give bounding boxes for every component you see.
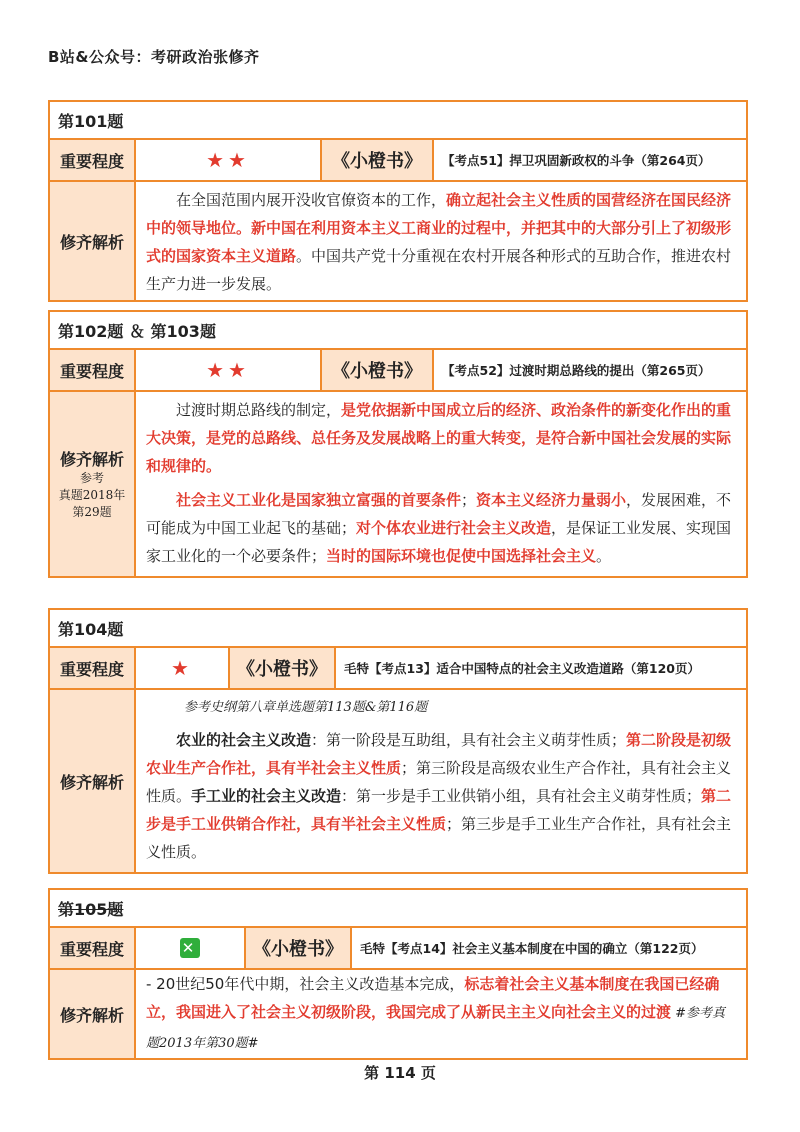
text: 过渡时期总路线的制定， [176, 401, 342, 419]
importance-row [50, 350, 746, 392]
question-title-text: 第105题 [58, 899, 124, 919]
key-term: 手工业的社会主义改造 [191, 787, 342, 805]
question-title [50, 890, 746, 928]
text: 。中国共产党十分重视在农村开展各种形式的互助合作，推进农村生产力进一步发展。 [146, 247, 732, 293]
importance-label: 重要程度 [50, 140, 136, 180]
question-104-block [48, 608, 748, 874]
analysis-row [50, 392, 746, 576]
key-text: 当时的国际环境也促使中国选择社会主义 [326, 547, 597, 565]
analysis-label: 修齐解析 [50, 182, 136, 300]
analysis-label: 修齐解析 [50, 690, 136, 872]
question-title: 第102题 ＆ 第103题 [50, 312, 746, 350]
importance-row [50, 928, 746, 970]
page-number: 第 114 页 [364, 1064, 436, 1082]
analysis-row [50, 182, 746, 300]
text: - 20世纪50年代中期，社会主义改造基本完成， [146, 975, 465, 993]
key-text: 确立起社会主义性质的国营经济在国民经济中的领导地位。新中国在利用资本主义工商业的过程中，并把其中的大部分引上了初级形式的国家资本主义道路 [146, 191, 732, 265]
analysis-content [136, 182, 746, 300]
text: ：第一步是手工业供销小组，具有社会主义萌芽性质； [341, 787, 702, 805]
analysis-content [136, 970, 746, 1058]
key-text: 标志着社会主义基本制度在我国已经确立，我国进入了社会主义初级阶段，我国完成了从新民主主义向社会主义的过渡 [146, 975, 720, 1021]
importance-row [50, 140, 746, 182]
text: ：第一阶段是互助组，具有社会主义萌芽性质； [311, 731, 627, 749]
analysis-content [136, 690, 746, 872]
reference: 【考点52】过渡时期总路线的提出（第265页） [442, 363, 711, 378]
key-text: 第二阶段是初级农业生产合作社，具有半社会主义性质 [146, 731, 732, 777]
reference-note: 第29题 [72, 505, 112, 519]
analysis-content [136, 392, 746, 576]
book-title: 《小橙书》 [230, 648, 336, 688]
question-title: 第104题 [50, 610, 746, 648]
key-term: 农业的社会主义改造 [176, 731, 312, 749]
reference-note: 参考史纲第八章单选题第113题&第116题 [184, 700, 428, 715]
analysis-row [50, 690, 746, 872]
star-rating: ★ [136, 648, 230, 688]
text: 。 [596, 547, 612, 565]
question-102-103-block [48, 310, 748, 578]
star-rating: ★★ [136, 350, 322, 390]
reference-note: #参考真题2013年第30题# [146, 1006, 726, 1051]
question-101-block [48, 100, 748, 302]
reference: 【考点51】捍卫巩固新政权的斗争（第264页） [442, 153, 711, 168]
key-text: 是党依据新中国成立后的经济、政治条件的新变化作出的重大决策，是党的总路线、总任务及发展战略上的重大转变，是符合新中国社会发展的实际和规律的。 [146, 401, 732, 475]
analysis-label: 修齐解析 [50, 970, 136, 1058]
key-text: 资本主义经济力量弱小 [476, 491, 627, 509]
text: ； [461, 491, 477, 509]
text: ；第三阶段是高级农业生产合作社，具有社会主义性质。 [146, 759, 732, 805]
book-title: 《小橙书》 [322, 350, 434, 390]
key-text: 第二步是手工业供销合作社，具有半社会主义性质 [146, 787, 732, 833]
reference-note: 真题2018年 [58, 488, 126, 502]
question-title: 第101题 [50, 102, 746, 140]
analysis-label-group [50, 392, 136, 576]
key-text: 对个体农业进行社会主义改造 [356, 519, 552, 537]
text: ，发展困难，不可能成为中国工业起飞的基础； [146, 491, 732, 537]
text: ；第三步是手工业生产合作社，具有社会主义性质。 [146, 815, 732, 861]
importance-label: 重要程度 [50, 648, 136, 688]
key-text: 社会主义工业化是国家独立富强的首要条件 [176, 491, 462, 509]
analysis-label: 修齐解析 [59, 450, 124, 469]
book-title: 《小橙书》 [322, 140, 434, 180]
reference-note: 参考 [79, 471, 104, 485]
text: ，是保证工业发展、实现国家工业化的一个必要条件； [146, 519, 732, 565]
page-header: B站&公众号：考研政治张修齐 [48, 48, 260, 66]
question-105-block [48, 888, 748, 1060]
book-title: 《小橙书》 [246, 928, 352, 968]
rating-cell [136, 928, 246, 968]
importance-label: 重要程度 [50, 350, 136, 390]
analysis-row [50, 970, 746, 1058]
reference: 毛特【考点13】适合中国特点的社会主义改造道路（第120页） [344, 661, 700, 676]
text: 在全国范围内展开没收官僚资本的工作， [176, 191, 447, 209]
x-mark-icon: ✕ [181, 939, 199, 957]
star-rating: ★★ [136, 140, 322, 180]
importance-row [50, 648, 746, 690]
importance-label: 重要程度 [50, 928, 136, 968]
reference: 毛特【考点14】社会主义基本制度在中国的确立（第122页） [360, 941, 704, 956]
